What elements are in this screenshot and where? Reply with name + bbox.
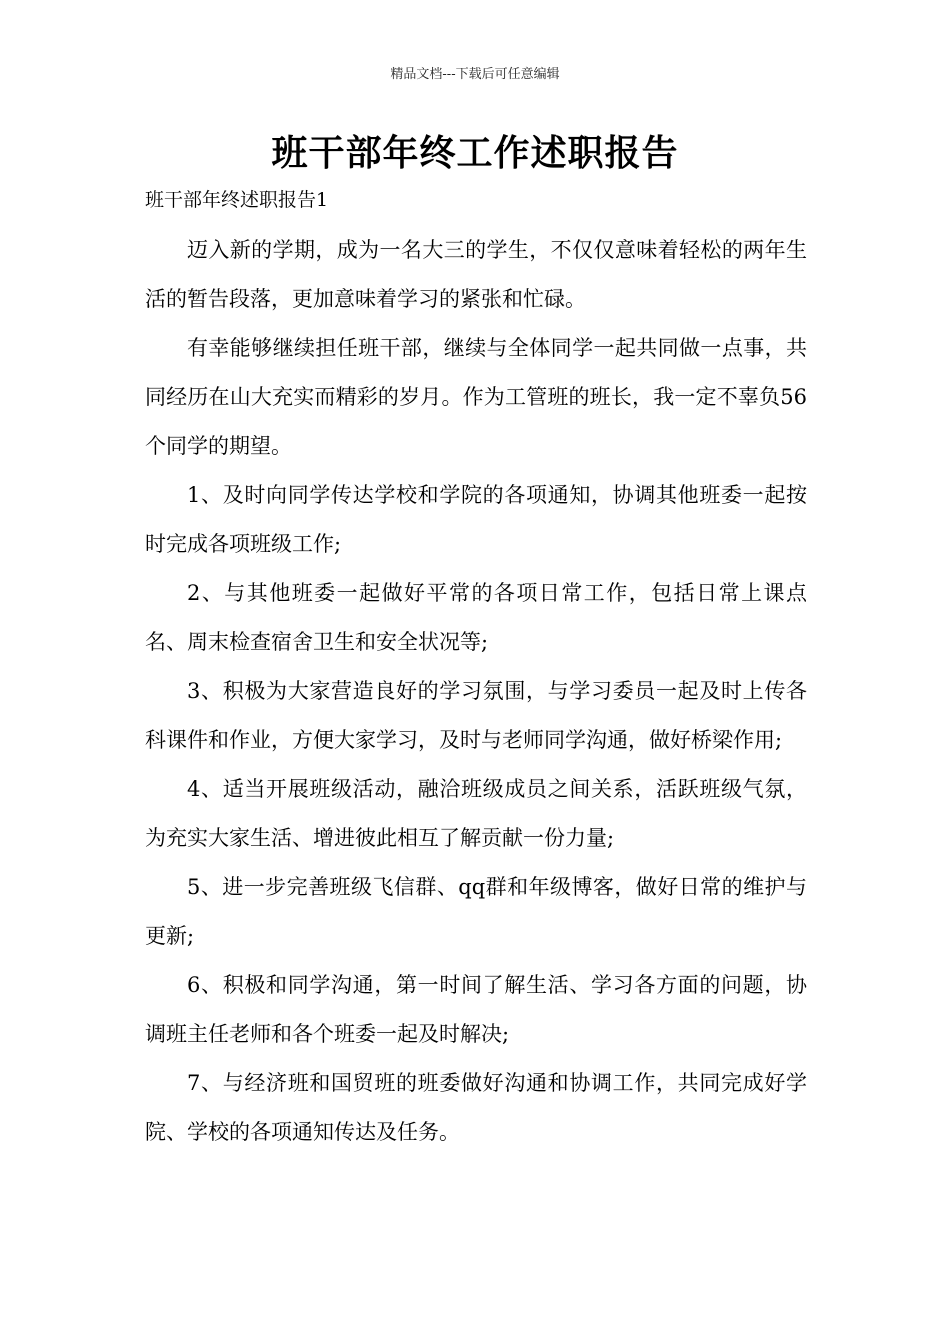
list-item-1: 1、及时向同学传达学校和学院的各项通知，协调其他班委一起按时完成各项班级工作; — [145, 483, 807, 556]
list-item-2: 2、与其他班委一起做好平常的各项日常工作，包括日常上课点名、周末检查宿舍卫生和安全状况等; — [145, 581, 807, 654]
page-header: 精品文档---下载后可任意编辑 — [390, 67, 560, 82]
list-item-4: 4、适当开展班级活动，融洽班级成员之间关系，活跃班级气氛，为充实大家生活、增进彼此相互了解贡献一份力量; — [145, 777, 807, 850]
paragraph-commitment: 有幸能够继续担任班干部，继续与全体同学一起共同做一点事，共同经历在山大充实而精彩的岁月。作为工管班的班长，我一定不辜负56个同学的期望。 — [145, 336, 807, 458]
document-body — [145, 226, 807, 1157]
document-title: 班干部年终工作述职报告 — [271, 133, 679, 174]
list-item-7: 7、与经济班和国贸班的班委做好沟通和协调工作，共同完成好学院、学校的各项通知传达及任务。 — [145, 1071, 807, 1144]
list-item-5: 5、进一步完善班级飞信群、qq群和年级博客，做好日常的维护与更新; — [145, 875, 807, 948]
paragraph-intro: 迈入新的学期，成为一名大三的学生，不仅仅意味着轻松的两年生活的暂告段落，更加意味着学习的紧张和忙碌。 — [145, 238, 807, 311]
document-subtitle: 班干部年终述职报告1 — [145, 189, 329, 211]
list-item-6: 6、积极和同学沟通，第一时间了解生活、学习各方面的问题，协调班主任老师和各个班委一起及时解决; — [145, 973, 807, 1046]
list-item-3: 3、积极为大家营造良好的学习氛围，与学习委员一起及时上传各科课件和作业，方便大家学习，及时与老师同学沟通，做好桥梁作用; — [145, 679, 807, 752]
